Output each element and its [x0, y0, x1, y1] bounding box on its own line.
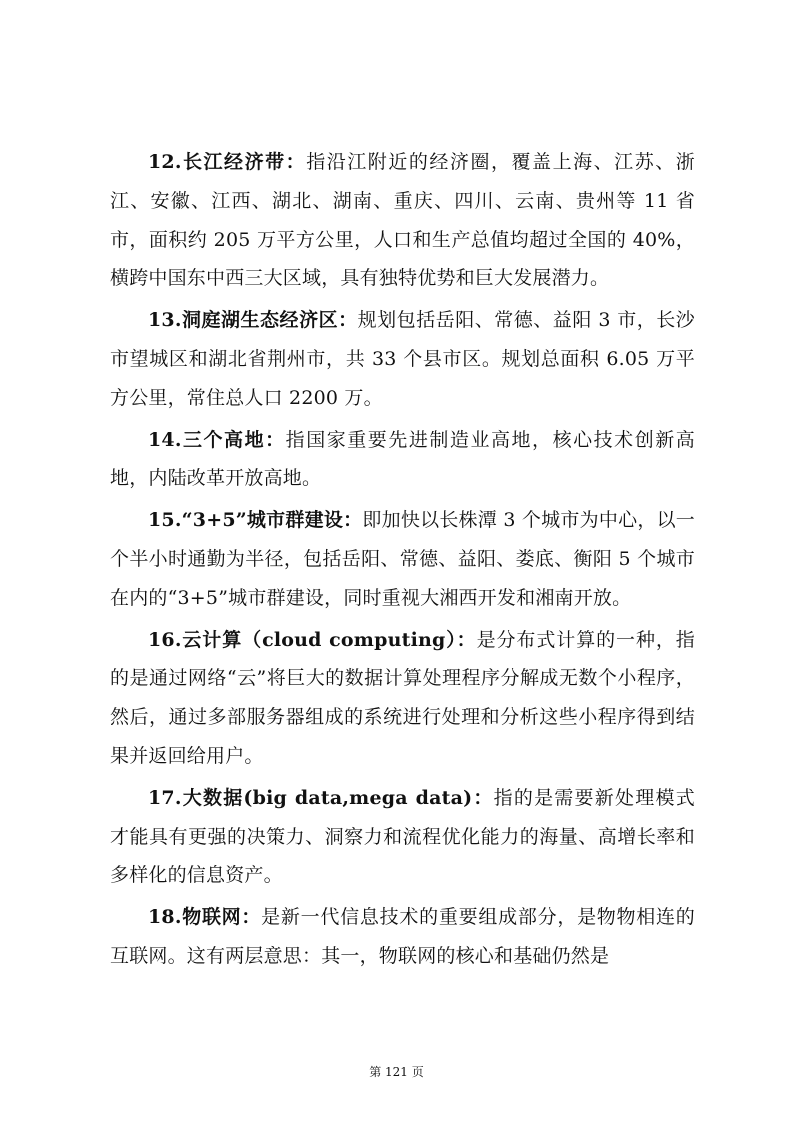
entry-term: 13.洞庭湖生态经济区： — [148, 309, 358, 332]
entry-term: 12.长江经济带： — [148, 151, 307, 173]
entry-12 — [110, 143, 695, 298]
entry-text: 指国家重要先进制造业高地，核心技术创新高地，内陆改革开放高地。 — [110, 428, 695, 490]
document-body — [110, 143, 695, 979]
entry-text: 规划包括岳阳、常德、益阳 3 市，长沙市望城区和湖北省荆州市，共 33 个县市区。规划总面积 6.05 万平方公里，常住总人口 2200 万。 — [110, 309, 696, 409]
entry-18 — [110, 898, 695, 976]
entry-term: 18.物联网： — [148, 906, 262, 929]
entry-17 — [110, 779, 695, 895]
entry-term: 14.三个高地： — [148, 428, 286, 451]
entry-text: 指的是需要新处理模式才能具有更强的决策力、洞察力和流程优化能力的海量、高增长率和多样化的信息资产。 — [110, 786, 695, 887]
entry-term: 16.云计算（cloud computing）： — [148, 628, 477, 651]
entry-16 — [110, 621, 695, 776]
entry-15 — [110, 501, 695, 617]
entry-text: 是新一代信息技术的重要组成部分，是物物相连的互联网。这有两层意思：其一，物联网的核心和基础仍然是 — [110, 906, 695, 967]
entry-term: 15.“3+5”城市群建设： — [148, 509, 363, 532]
entry-text: 即加快以长株潭 3 个城市为中心，以一个半小时通勤为半径，包括岳阳、常德、益阳、娄底、衡阳 5 个城市在内的“3+5”城市群建设，同时重视大湘西开发和湘南开放。 — [110, 509, 696, 609]
entry-text: 是分布式计算的一种，指的是通过网络“云”将巨大的数据计算处理程序分解成无数个小程序，然后，通过多部服务器组成的系统进行处理和分析这些小程序得到结果并返回给用户。 — [110, 628, 695, 767]
page-number: 第 121 页 — [369, 1065, 424, 1079]
entry-term: 17.大数据(big data,mega data)： — [148, 786, 494, 809]
entry-text: 指沿江附近的经济圈，覆盖上海、江苏、浙江、安徽、江西、湖北、湖南、重庆、四川、云南、贵州等 11 省市，面积约 205 万平方公里，人口和生产总值均超过全国的 40%，横跨中国东中西三大区域，具有独特优势和巨大发展潜力。 — [110, 151, 695, 290]
entry-13 — [110, 301, 695, 417]
entry-14 — [110, 421, 695, 499]
